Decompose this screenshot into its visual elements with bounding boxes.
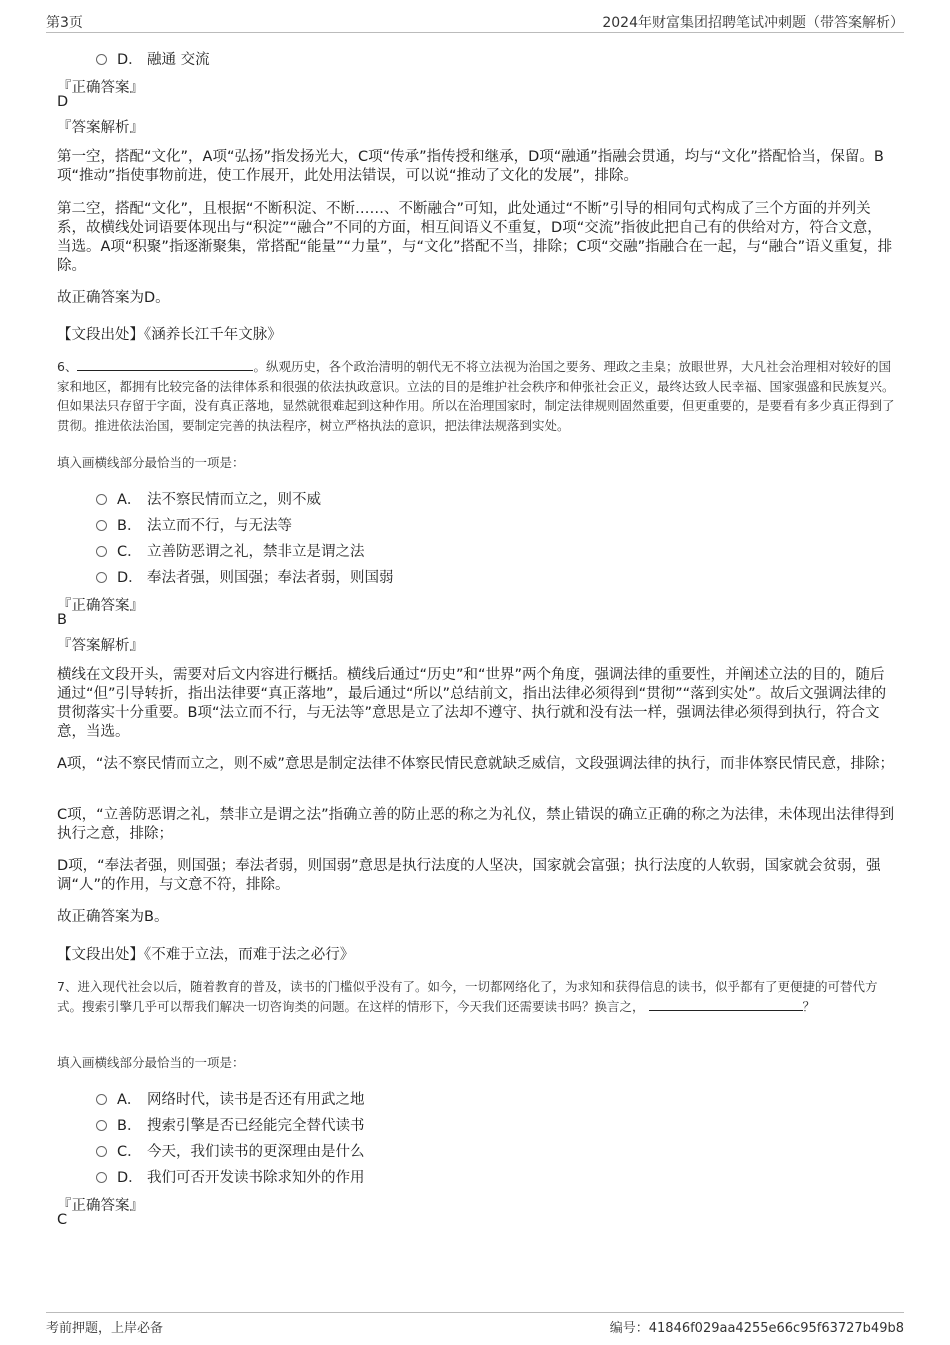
q7-option-b[interactable]: B． 搜索引擎是否已经能完全替代读书 (96, 1114, 365, 1135)
radio-icon[interactable] (96, 1172, 107, 1183)
document-id: 编号：41846f029aa4255e66c95f63727b49b8 (609, 1321, 904, 1336)
q6-option-a[interactable]: A． 法不察民情而立之，则不威 (96, 488, 321, 509)
footer-slogan: 考前押题，上岸必备 (46, 1321, 164, 1336)
analysis-paragraph: 故正确答案为B。 (57, 909, 169, 925)
radio-icon[interactable] (96, 572, 107, 583)
question-number: 7、 (57, 979, 78, 994)
q7-option-c[interactable]: C． 今天，我们读书的更深理由是什么 (96, 1140, 365, 1161)
question-6-text: 6、 。纵观历史，各个政治清明的朝代无不将立法视为治国之要务、理政之圭臬；放眼世界，大凡社会治理相对较好的国家和地区，都拥有比较完备的法律体系和很强的依法执政意识。立法的目的是维护社会秩序和伸张社会正义，最终达致人民幸福、国家强盛和民族复兴。但如果法只存留于字面，没有真正落地，显然就很难起到这种作用。所以在治理国家时，制定法律规则固然重要，但更重要的，是要看有多少真正得到了贯彻。推进依法治国，要制定完善的执法程序，树立严格执法的意识，把法律法规落到实处。 (57, 359, 895, 433)
document-title: 2024年财富集团招聘笔试冲刺题（带答案解析） (602, 15, 904, 31)
radio-icon[interactable] (96, 1146, 107, 1157)
q5-option-d[interactable]: D． 融通 交流 (96, 48, 210, 69)
page-header (46, 8, 904, 33)
analysis-paragraph: 第一空，搭配“文化”，A项“弘扬”指发扬光大，C项“传承”指传授和继承，D项“融通”指融会贯通，均与“文化”搭配恰当，保留。B项“推动”指使事物前进，使工作展开，此处用法错误，可以说“推动了文化的发展”，排除。 (57, 149, 884, 184)
question-prompt: 填入画横线部分最恰当的一项是： (57, 1055, 245, 1070)
page-number: 第3页 (46, 15, 83, 31)
analysis-paragraph: 横线在文段开头，需要对后文内容进行概括。横线后通过“历史”和“世界”两个角度，强调法律的重要性，并阐述立法的目的，随后通过“但”引导转折，指出法律要“真正落地”，最后通过“所以”总结前文，指出法律必须得到“贯彻”“落到实处”。故后文强调法律的贯彻落实十分重要。B项“法立而不行，与无法等”意思是立了法却不遵守、执行就和没有法一样，强调法律必须得到执行，符合文意，当选。 (57, 667, 887, 740)
fill-blank (649, 998, 803, 1011)
analysis-label: 『答案解析』 (57, 120, 144, 136)
answer-value: D (57, 94, 69, 110)
analysis-label: 『答案解析』 (57, 638, 144, 654)
q6-option-c[interactable]: C． 立善防恶谓之礼，禁非立是谓之法 (96, 540, 365, 561)
radio-icon[interactable] (96, 1094, 107, 1105)
analysis-paragraph: 故正确答案为D。 (57, 290, 170, 306)
answer-value: C (57, 1212, 68, 1228)
fill-blank (77, 358, 253, 371)
analysis-paragraph: 第二空，搭配“文化”，且根据“不断积淀、不断……、不断融合”可知，此处通过“不断”引导的相同句式构成了三个方面的并列关系，故横线处词语要体现出与“积淀”“融合”不同的方面，相互间语义不重复，D项“交流”指彼此把自己有的供给对方，符合文意，当选。A项“积聚”指逐渐聚集，常搭配“能量”“力量”，与“文化”搭配不当，排除；C项“交融”指融合在一起，与“融合”语义重复，排除。 (57, 201, 893, 274)
question-7-text: 7、进入现代社会以后，随着教育的普及，读书的门槛似乎没有了。如今，一切都网络化了，为求知和获得信息的读书，似乎都有了更便捷的可替代方式。搜索引擎几乎可以帮我们解决一切咨询类的问题。在这样的情形下，今天我们还需要读书吗？换言之， ？ (57, 979, 878, 1014)
q7-option-d[interactable]: D． 我们可否开发读书除求知外的作用 (96, 1166, 365, 1187)
analysis-paragraph: A项，“法不察民情而立之，则不威”意思是制定法律不体察民情民意就缺乏威信，文段强调法律的执行，而非体察民情民意，排除； (57, 756, 894, 772)
radio-icon[interactable] (96, 520, 107, 531)
answer-value: B (57, 612, 67, 628)
q7-option-a[interactable]: A． 网络时代，读书是否还有用武之地 (96, 1088, 365, 1109)
radio-icon[interactable] (96, 546, 107, 557)
question-prompt: 填入画横线部分最恰当的一项是： (57, 455, 245, 470)
q6-option-b[interactable]: B． 法立而不行，与无法等 (96, 514, 292, 535)
q6-option-d[interactable]: D． 奉法者强，则国强；奉法者弱，则国弱 (96, 566, 394, 587)
answer-label: 『正确答案』 (57, 598, 144, 614)
source-citation: 【文段出处】《涵养长江千年文脉》 (57, 327, 282, 343)
page-footer (46, 1312, 904, 1339)
source-citation: 【文段出处】《不难于立法，而难于法之必行》 (57, 947, 355, 963)
radio-icon[interactable] (96, 1120, 107, 1131)
analysis-paragraph: D项，“奉法者强，则国强；奉法者弱，则国弱”意思是执行法度的人坚决，国家就会富强；执行法度的人软弱，国家就会贫弱，强调“人”的作用，与文意不符，排除。 (57, 858, 881, 893)
radio-icon[interactable] (96, 54, 107, 65)
answer-label: 『正确答案』 (57, 80, 144, 96)
answer-label: 『正确答案』 (57, 1198, 144, 1214)
question-number: 6、 (57, 359, 78, 374)
radio-icon[interactable] (96, 494, 107, 505)
analysis-paragraph: C项，“立善防恶谓之礼，禁非立是谓之法”指确立善的防止恶的称之为礼仪，禁止错误的确立正确的称之为法律，未体现出法律得到执行之意，排除； (57, 807, 895, 842)
